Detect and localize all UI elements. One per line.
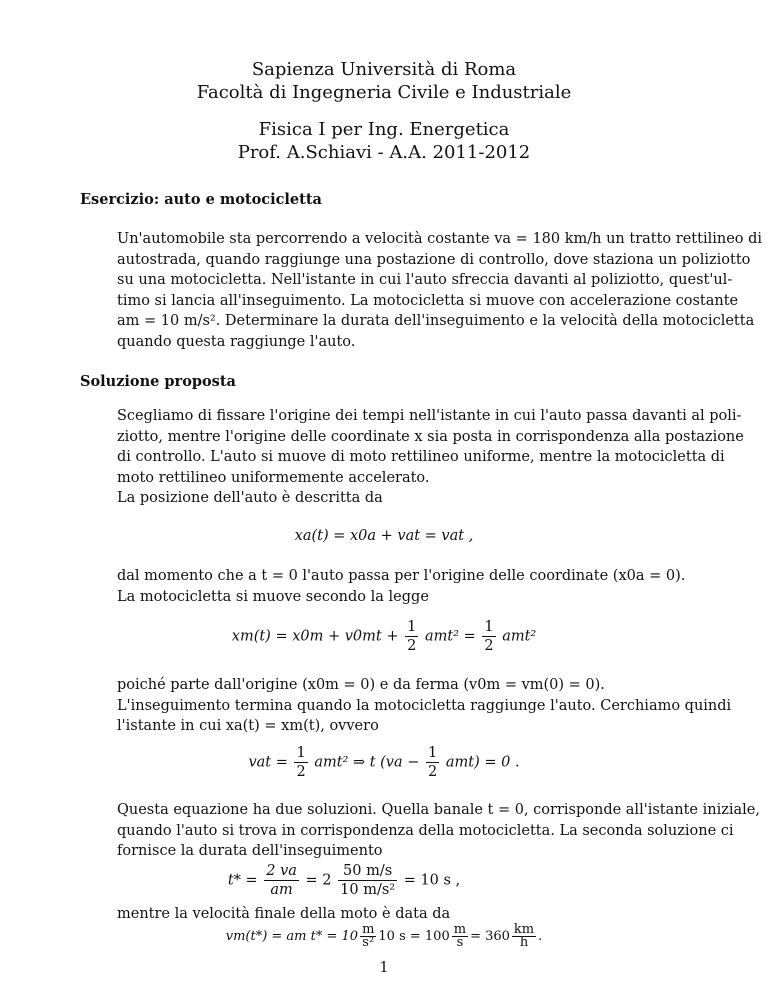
fraction-half: $\frac{1}{2}$	[484, 619, 494, 654]
exercise-line: autostrada, quando raggiunge una postazione di controllo, dove staziona un poliziotto	[117, 251, 751, 268]
solution-line: l'istante in cui xa(t) = xm(t), ovvero	[117, 718, 379, 734]
page-number: 1	[379, 960, 389, 976]
solution-line: La motocicletta si muove secondo la legge	[117, 588, 429, 605]
fraction-values: $\frac{50 m/s}{\text{10 m/s²}}$	[340, 863, 396, 898]
faculty-name: Facoltà di Ingegneria Civile e Industriale	[196, 82, 572, 103]
eq2-left: xm(t) = x0m + v0mt +	[231, 628, 399, 645]
equation-moto-position	[0, 618, 768, 655]
solution-paragraph-1	[117, 406, 744, 509]
fraction-half: $\frac{1}{2}$	[296, 745, 306, 780]
eq5-left: vm(t*) = am t* = 10	[225, 929, 359, 944]
solution-paragraph-5	[117, 904, 653, 925]
eq4-mid: = 2	[305, 872, 332, 889]
eq5-end: .	[538, 929, 543, 944]
exercise-line: timo si lancia all'inseguimento. La motocicletta si muove con accelerazione costante	[117, 292, 739, 309]
header-spacer	[0, 104, 768, 118]
exercise-text	[117, 229, 763, 352]
solution-line: di controllo. L'auto si muove di moto rettilineo uniforme, mentre la motocicletta di	[117, 449, 725, 465]
solution-heading: Soluzione proposta	[80, 373, 236, 390]
fraction-2va-am: $\frac{2 va}{am}$	[266, 863, 297, 898]
eq5-mid2: = 360	[470, 929, 510, 944]
exercise-line: am = 10 m/s². Determinare la durata dell'inseguimento e la velocità della motocicletta	[117, 313, 755, 329]
equation-final-speed	[0, 924, 768, 949]
exercise-heading: Esercizio: auto e motocicletta	[80, 191, 322, 208]
solution-line: dal momento che a t = 0 l'auto passa per l'origine delle coordinate (x0a = 0).	[117, 568, 686, 584]
fraction-m-s2: $\frac{m}{\text{s²}}$	[362, 922, 375, 950]
solution-line: La posizione dell'auto è descritta da	[117, 490, 383, 506]
solution-paragraph-4	[117, 800, 760, 862]
equation-chase-duration	[0, 862, 728, 899]
exercise-line: su una motocicletta. Nell'istante in cui l'auto sfreccia davanti al poliziotto, quest'ul-	[117, 272, 733, 288]
eq3-left: vat =	[248, 754, 288, 771]
course-name: Fisica I per Ing. Energetica	[258, 119, 510, 140]
solution-line: ziotto, mentre l'origine delle coordinate x sia posta in corrispondenza alla postazione	[117, 428, 744, 445]
document-header	[0, 58, 768, 164]
eq2-right: amt²	[502, 628, 537, 645]
eq3-right: amt) = 0 .	[445, 754, 520, 771]
eq5-mid1: 10 s = 100	[378, 929, 450, 944]
solution-line: quando l'auto si trova in corrispondenza della motocicletta. La seconda soluzione ci	[117, 822, 734, 839]
solution-line: poiché parte dall'origine (x0m = 0) e da ferma (v0m = vm(0) = 0).	[117, 677, 605, 693]
fraction-half: $\frac{1}{2}$	[428, 745, 438, 780]
solution-line: L'inseguimento termina quando la motocicletta raggiunge l'auto. Cerchiamo quindi	[117, 697, 732, 714]
solution-line: Questa equazione ha due soluzioni. Quella banale t = 0, corrisponde all'istante iniziale,	[117, 802, 760, 818]
solution-line: moto rettilineo uniformemente accelerato.	[117, 469, 430, 486]
professor-name: Prof. A.Schiavi - A.A. 2011-2012	[237, 142, 531, 163]
solution-line: fornisce la durata dell'inseguimento	[117, 843, 383, 859]
equation-catch-condition	[0, 744, 768, 781]
equation-car-position: xa(t) = x0a + vat = vat ,	[294, 528, 474, 544]
solution-paragraph-3	[117, 675, 732, 737]
exercise-line: quando questa raggiunge l'auto.	[117, 333, 356, 350]
exercise-line: Un'automobile sta percorrendo a velocità costante va = 180 km/h un tratto rettilineo di	[117, 231, 763, 247]
solution-line: mentre la velocità finale della moto è data da	[117, 906, 451, 922]
fraction-m-s: $\frac{m}{s}$	[453, 922, 467, 950]
fraction-half: $\frac{1}{2}$	[407, 619, 417, 654]
university-name: Sapienza Università di Roma	[251, 59, 517, 80]
solution-line: Scegliamo di fissare l'origine dei tempi nell'istante in cui l'auto passa davanti al poli-	[117, 408, 742, 424]
eq4-left: t* =	[227, 872, 258, 889]
eq3-mid: amt² ⇒ t (va −	[314, 754, 420, 771]
fraction-km-h: $\frac{km}{h}$	[513, 922, 535, 950]
solution-paragraph-2	[117, 566, 686, 607]
eq4-right: = 10 s ,	[403, 872, 461, 889]
eq2-mid: amt² =	[424, 628, 476, 645]
